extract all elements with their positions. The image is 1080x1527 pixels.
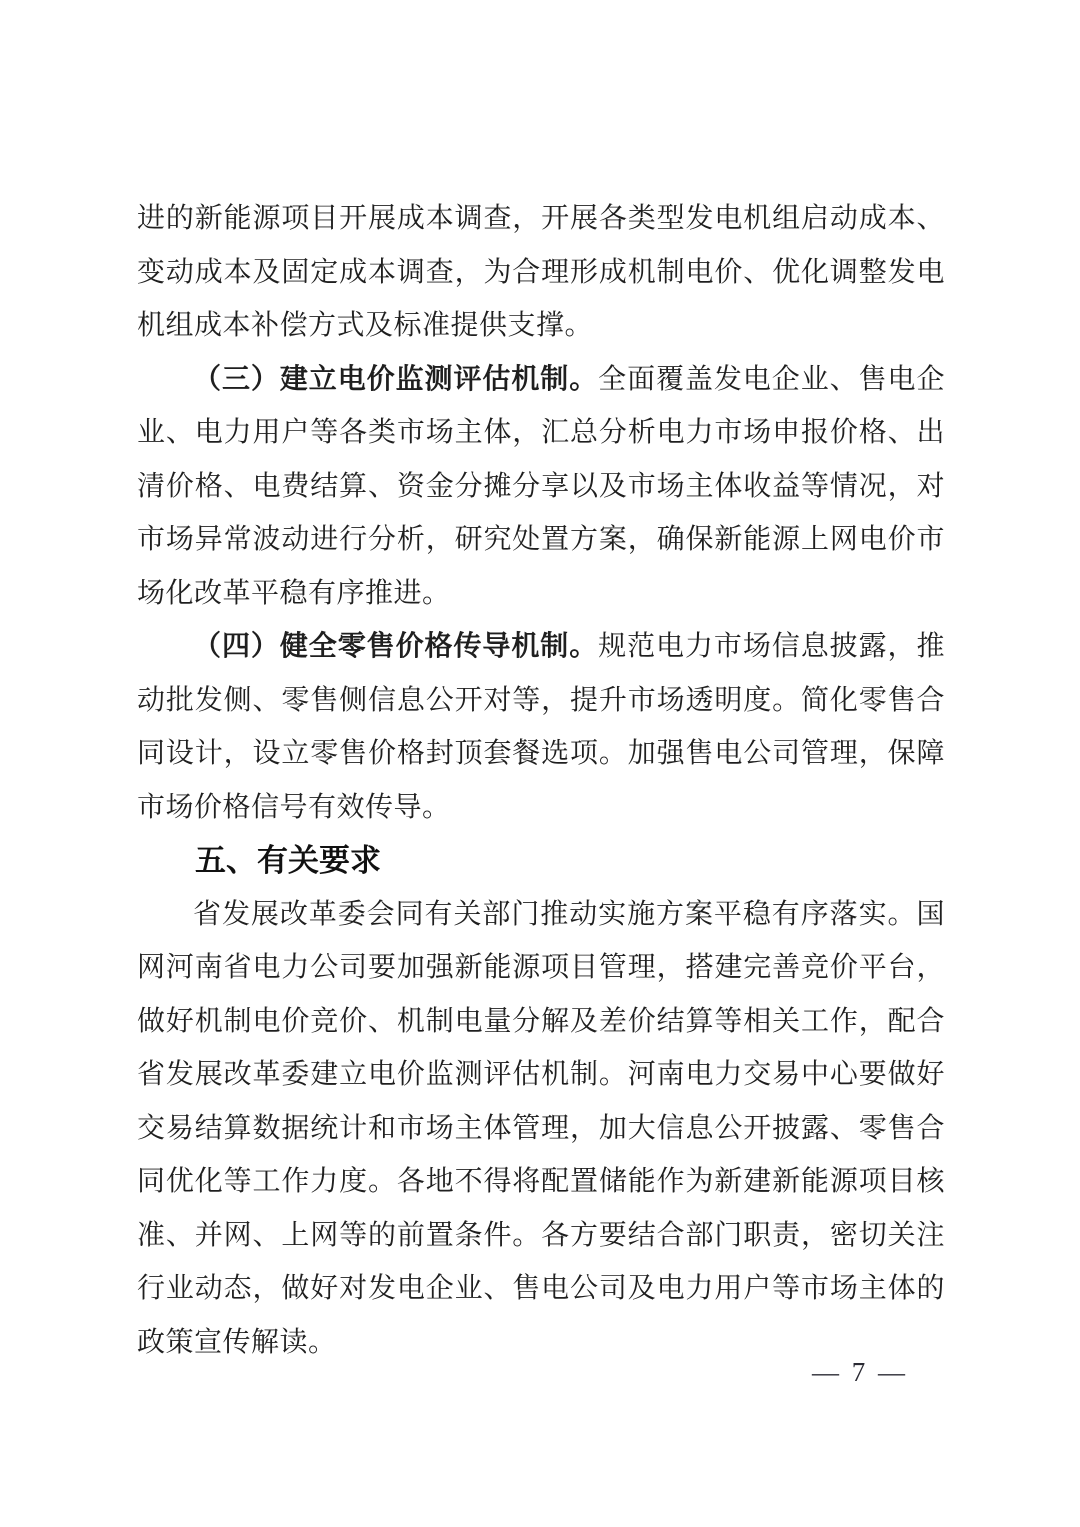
body-line: 场化改革平稳有序推进。	[137, 577, 451, 609]
document-body	[137, 192, 945, 1369]
body-line: 机组成本补偿方式及标准提供支撑。	[137, 310, 594, 341]
body-line: 网河南省电力公司要加强新能源项目管理，搭建完善竞价平台，	[137, 952, 945, 983]
body-line: 做好机制电价竞价、机制电量分解及差价结算等相关工作，配合	[137, 1005, 945, 1037]
body-line: 业、电力用户等各类市场主体，汇总分析电力市场申报价格、出	[137, 417, 945, 448]
section-heading: 五、有关要求	[195, 843, 381, 878]
body-line: 同优化等工作力度。各地不得将配置储能作为新建新能源项目核	[137, 1166, 945, 1197]
body-line: 交易结算数据统计和市场主体管理，加大信息公开披露、零售合	[137, 1112, 945, 1144]
body-line: 清价格、电费结算、资金分摊分享以及市场主体收益等情况，对	[137, 470, 945, 502]
clause-4-title: （四）健全零售价格传导机制。	[193, 631, 599, 662]
clause-4-text: 规范电力市场信息披露，推	[598, 631, 945, 662]
body-line: 省发展改革委会同有关部门推动实施方案平稳有序落实。国	[193, 898, 945, 930]
page-number: — 7 —	[812, 1357, 908, 1387]
body-line: 动批发侧、零售侧信息公开对等，提升市场透明度。简化零售合	[137, 684, 945, 716]
body-line: 同设计，设立零售价格封顶套餐选项。加强售电公司管理，保障	[137, 738, 945, 769]
body-line-clause-4	[137, 620, 945, 674]
body-line: 市场异常波动进行分析，研究处置方案，确保新能源上网电价市	[137, 524, 945, 555]
clause-3-text: 全面覆盖发电企业、售电企	[598, 363, 945, 395]
body-line: 准、并网、上网等的前置条件。各方要结合部门职责，密切关注	[137, 1219, 945, 1251]
body-line: 进的新能源项目开展成本调查，开展各类型发电机组启动成本、	[137, 203, 945, 234]
body-line-clause-3	[137, 353, 945, 407]
body-line: 变动成本及固定成本调查，为合理形成机制电价、优化调整发电	[137, 256, 945, 288]
body-line: 行业动态，做好对发电企业、售电公司及电力用户等市场主体的	[137, 1273, 945, 1304]
clause-3-title: （三）建立电价监测评估机制。	[193, 363, 599, 395]
body-line: 政策宣传解读。	[137, 1326, 337, 1358]
body-line: 市场价格信号有效传导。	[137, 791, 451, 823]
body-line: 省发展改革委建立电价监测评估机制。河南电力交易中心要做好	[137, 1059, 945, 1090]
